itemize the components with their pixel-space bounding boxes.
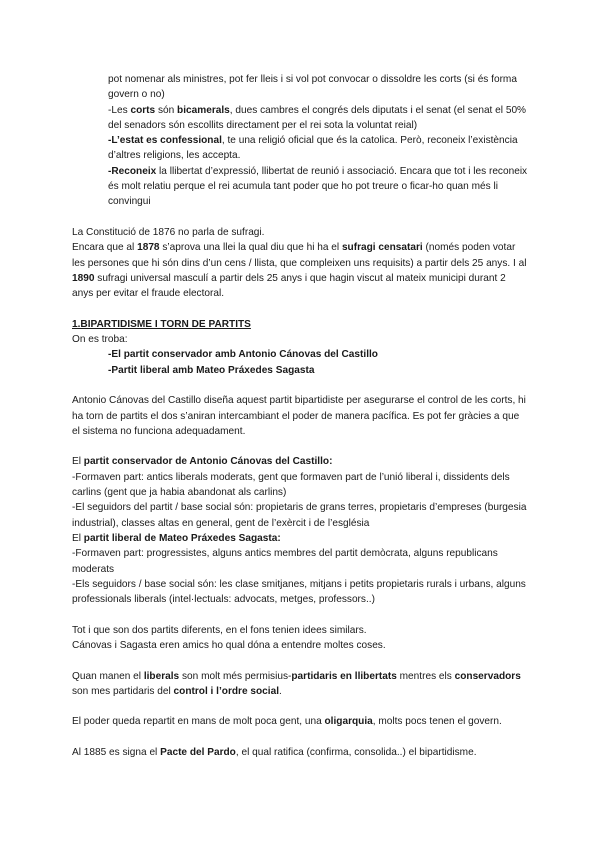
text-run: La Constitució de 1876 no parla de sufragi.	[72, 226, 265, 238]
bold-text-run: liberals	[143, 670, 180, 682]
paragraph-spacer	[72, 378, 528, 393]
paragraph-b12	[72, 454, 528, 469]
text-run: , el qual ratifica (confirma, consolida..) el bipartidisme.	[235, 747, 477, 759]
paragraph-b3	[72, 133, 528, 164]
text-run: El poder queda repartit en mans de molt poca gent, una	[72, 716, 325, 728]
paragraph-b1	[72, 72, 528, 103]
text-run: -Formaven part: antics liberals moderats, gent que formaven part de l’unió liberal i, dissidents dels carlins (gent que ja habia abandonat als carlins)	[72, 471, 510, 499]
paragraph-b11	[72, 393, 528, 439]
text-run: sufragi universal masculí a partir dels 25 anys i que hagin viscut al mateix municipi durant 2 anys per evitar el fraude electoral.	[72, 272, 506, 300]
paragraph-b6	[72, 240, 528, 301]
paragraph-b9	[72, 347, 528, 362]
bold-text-run: -L’estat es confessional	[108, 135, 222, 147]
paragraph-b7	[72, 317, 528, 332]
bold-text-run: oligarquia	[324, 716, 373, 728]
bold-text-run: conservadors	[454, 670, 521, 682]
text-run: s’aprova una llei la qual diu que hi ha el	[159, 242, 342, 254]
paragraph-spacer	[72, 653, 528, 668]
paragraph-b4	[72, 164, 528, 210]
paragraph-spacer	[72, 439, 528, 454]
paragraph-b20	[72, 669, 528, 700]
bold-text-run: -Partit liberal amb Mateo Práxedes Sagasta	[108, 364, 315, 376]
paragraph-b10	[72, 363, 528, 378]
paragraph-spacer	[72, 699, 528, 714]
text-run: El	[72, 532, 84, 544]
text-run: la llibertat d’expressió, llibertat de reunió i associació. Encara que tot i les reconeix és molt relatiu perque el rei acumula tant poder que ho pot treure o ficar-ho quan més li convingui	[108, 165, 528, 208]
text-run: Tot i que son dos partits diferents, en el fons tenien idees similars.	[72, 624, 367, 636]
bold-text-run: partit liberal de Mateo Práxedes Sagasta:	[83, 532, 281, 544]
text-run: .	[279, 685, 282, 697]
bold-text-run: -Reconeix	[108, 165, 157, 177]
text-run: mentres els	[396, 670, 455, 682]
paragraph-b19	[72, 638, 528, 653]
bold-text-run: 1878	[137, 242, 160, 254]
text-run: Encara que al	[72, 242, 138, 254]
text-run: Antonio Cánovas del Castillo diseña aquest partit bipartidiste per asegurarse el control de les corts, hi ha torn de partits el dos s’aniran intercambiant el poder de manera pacífica. Es pot fer gràcies a que el sistema no funciona adequadament.	[72, 395, 526, 437]
text-run: -Els seguidors / base social són: les clase smitjanes, mitjans i petits propietaris rurals i urbans, alguns professionals liberals (intel·lectuals: advocats, metges, professors..)	[72, 578, 526, 606]
bold-text-run: sufragi censatari	[341, 242, 423, 254]
paragraph-spacer	[72, 730, 528, 745]
paragraph-b17	[72, 577, 528, 608]
bold-text-run: -El partit conservador amb Antonio Cánovas del Castillo	[108, 349, 378, 361]
text-run: , dues cambres el congrés dels diputats i el senat (el senat el 50% del senadors són escollits directament per el rei sota la voluntat reial)	[108, 104, 527, 131]
paragraph-b2	[72, 103, 528, 134]
text-run: Cánovas i Sagasta eren amics ho qual dóna a entendre moltes coses.	[72, 639, 386, 651]
bold-text-run: 1890	[72, 272, 95, 284]
text-run: El	[72, 456, 84, 468]
bold-text-run: partidaris en llibertats	[291, 670, 397, 682]
paragraph-spacer	[72, 210, 528, 225]
bold-text-run: partit conservador de Antonio Cánovas del Castillo:	[83, 456, 333, 468]
paragraph-spacer	[72, 301, 528, 316]
paragraph-b18	[72, 623, 528, 638]
text-run: Al 1885 es signa el	[72, 747, 161, 759]
paragraph-b15	[72, 531, 528, 546]
paragraph-b5	[72, 225, 528, 240]
bold-text-run: Pacte del Pardo	[160, 747, 236, 759]
text-run: són	[155, 104, 178, 116]
section-heading-text: 1.BIPARTIDISME I TORN DE PARTITS	[72, 318, 251, 330]
paragraph-b13	[72, 470, 528, 501]
text-run: Quan manen el	[72, 670, 144, 682]
text-run: -Formaven part: progressistes, alguns antics membres del partit demòcrata, alguns republicans moderats	[72, 548, 498, 575]
bold-text-run: control i l’ordre social	[173, 685, 279, 697]
text-run: , molts pocs tenen el govern.	[372, 716, 502, 728]
text-run: pot nomenar als ministres, pot fer lleis i si vol pot convocar o dissoldre les corts (si és forma govern o no)	[108, 74, 517, 101]
paragraph-b14	[72, 500, 528, 531]
bold-text-run	[72, 319, 251, 330]
paragraph-b21	[72, 714, 528, 729]
paragraph-b22	[72, 745, 528, 760]
text-run: son molt més permisius-	[179, 670, 292, 682]
text-run: On es troba:	[72, 334, 128, 346]
text-run: -El seguidors del partit / base social són: propietaris de grans terres, propietaris d’empreses (burgesia industrial), classes altas en general, gent de l’exèrcit i de l’església	[72, 502, 527, 529]
text-run: -Les	[108, 104, 131, 116]
bold-text-run: bicamerals	[177, 104, 230, 116]
paragraph-b16	[72, 546, 528, 577]
text-run: , te una religió oficial que és la catolica. Però, reconeix l’existència d’altres religions, les accepta.	[108, 135, 518, 162]
paragraph-b8	[72, 332, 528, 347]
paragraph-spacer	[72, 607, 528, 622]
text-run: son mes partidaris del	[72, 685, 174, 697]
text-run: (només poden votar les persones que hi són dins d’un cens / llista, que compleixen uns requisits) a partir dels 25 anys. I al	[72, 242, 527, 269]
bold-text-run: corts	[130, 104, 156, 116]
